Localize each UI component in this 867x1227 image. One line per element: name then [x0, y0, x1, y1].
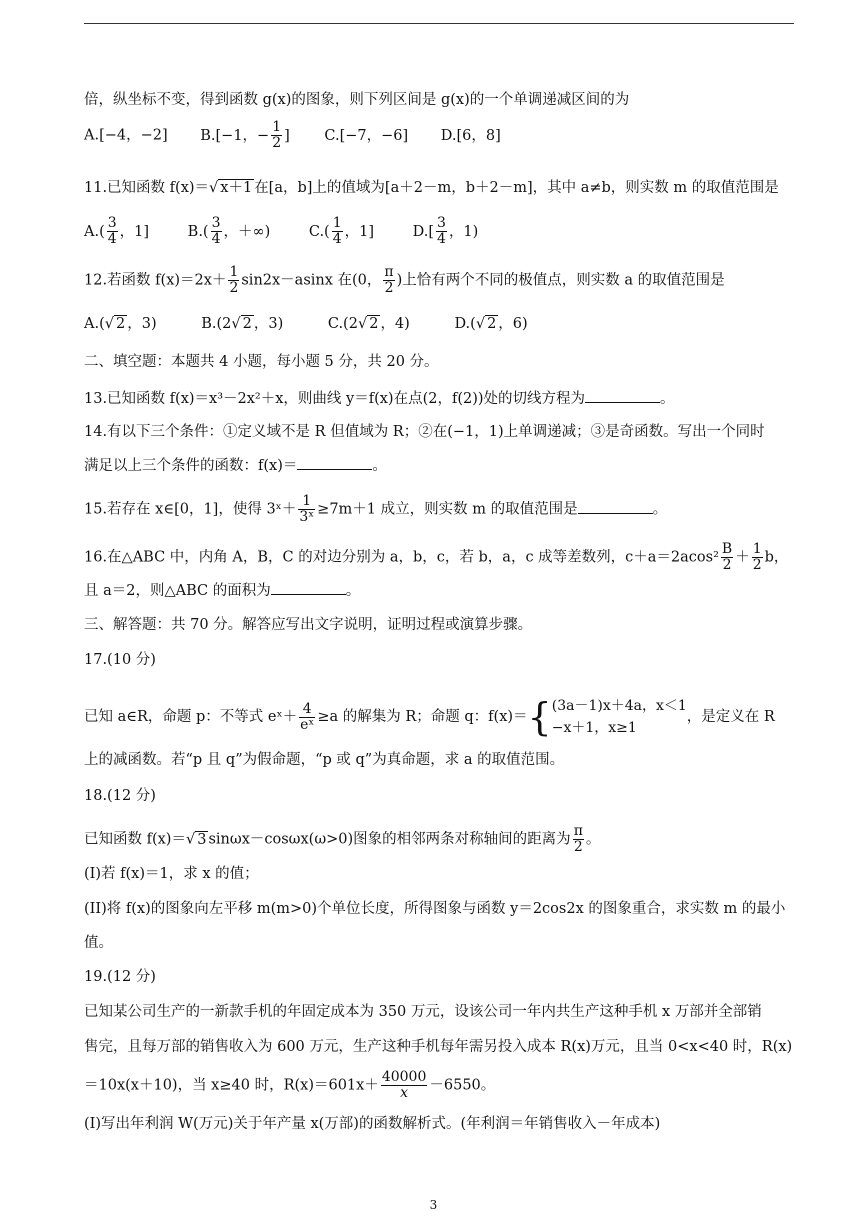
q12-stem: 12.若函数 f(x)＝2x＋ $\frac{1}{2}$ sin2x－asinx 在(0， $\frac{\pi}{2}$ )上恰有两个不同的极值点，则实数 a 的取值范围是 — [84, 264, 725, 296]
q10-option-c: C.[−7，−6] — [324, 127, 409, 144]
q12-option-b: B.(2√ 2 ，3) — [201, 316, 284, 332]
q10-continuation: 倍，纵坐标不变，得到函数 g(x)的图象，则下列区间是 g(x)的一个单调递减区间的为 — [84, 92, 630, 108]
q19-part1: (I)写出年利润 W(万元)关于年产量 x(万部)的函数解析式。(年利润＝年销售收入－年成本) — [84, 1116, 661, 1132]
page-number: 3 — [429, 1198, 438, 1212]
q10-option-b: B.[−1，− $\frac{1}{2}$ ] — [200, 119, 290, 151]
q18-line1: 已知函数 f(x)＝√ 3 sinωx－cosωx(ω>0)图象的相邻两条对称轴间的距离为 $\frac{\pi}{2}$ 。 — [84, 823, 601, 855]
q19-line3: ＝10x(x＋10)，当 x≥40 时，R(x)＝601x＋ $\frac{40000}{x}$ －6550。 — [84, 1069, 496, 1101]
q16-line2: 且 a＝2，则△ABC 的面积为 。 — [84, 580, 360, 601]
answer-blank — [271, 580, 346, 595]
q11-option-b: B.( $\frac{3}{4}$ ，＋∞) — [187, 215, 271, 247]
q18-heading: 18.(12 分) — [84, 788, 156, 804]
q11-options — [84, 216, 478, 247]
q19-heading: 19.(12 分) — [84, 969, 156, 985]
q14-line1: 14.有以下三个条件：①定义域不是 R 但值域为 R；②在(−1，1)上单调递减；③是奇函数。写出一个同时 — [84, 424, 765, 440]
q17-heading: 17.(10 分) — [84, 652, 156, 668]
q17-line2: 上的减函数。若“p 且 q”为假命题，“p 或 q”为真命题，求 a 的取值范围。 — [84, 752, 565, 768]
q18-part2: (II)将 f(x)的图象向左平移 m(m>0)个单位长度，所得图象与函数 y＝2cos2x 的图象重合，求实数 m 的最小 — [84, 901, 786, 917]
section-answer-heading: 三、解答题：共 70 分。解答应写出文字说明，证明过程或演算步骤。 — [84, 617, 533, 633]
header-rule — [84, 23, 794, 24]
q18-part2-cont: 值。 — [84, 935, 113, 951]
q18-part1: (I)若 f(x)＝1，求 x 的值； — [84, 866, 259, 882]
answer-blank — [297, 455, 372, 470]
answer-blank — [578, 499, 653, 514]
q13: 13.已知函数 f(x)＝x³－2x²＋x，则曲线 y＝f(x)在点(2，f(2))处的切线方程为 。 — [84, 388, 675, 409]
q10-options — [84, 120, 501, 151]
q12-option-c: C.(2√ 2 ，4) — [327, 316, 410, 332]
q10-option-a: A.[−4，−2] — [84, 127, 168, 144]
q12-options — [84, 314, 528, 334]
q11-option-c: C.( $\frac{1}{4}$ ，1] — [308, 215, 375, 247]
answer-blank — [585, 388, 660, 403]
q12-option-d: D.(√ 2 ，6) — [454, 316, 528, 332]
q11-option-a: A.( $\frac{3}{4}$ ，1] — [84, 215, 150, 247]
q14-line2: 满足以上三个条件的函数：f(x)＝ 。 — [84, 455, 387, 476]
q19-line1: 已知某公司生产的一新款手机的年固定成本为 350 万元，设该公司一年内共生产这种手机 x 万部并全部销 — [84, 1004, 762, 1020]
q19-line2: 售完，且每万部的销售收入为 600 万元，生产这种手机每年需另投入成本 R(x)万元，且当 0<x<40 时，R(x) — [84, 1039, 793, 1055]
q12-option-a: A.(√ 2 ，3) — [84, 316, 157, 332]
q16-line1: 16.在△ABC 中，内角 A，B，C 的对边分别为 a，b，c，若 b，a，c 成等差数列，c＋a＝2acos² $\frac{B}{2}$ ＋ $\frac{1}{2}$ b， — [84, 541, 789, 573]
q11-option-d: D.[ $\frac{3}{4}$ ，1) — [412, 215, 479, 247]
q10-option-d: D.[6，8] — [440, 127, 501, 144]
sqrt-icon: √ — [209, 180, 219, 196]
q15: 15.若存在 x∈[0，1]，使得 3ˣ＋ $\frac{1}{\text{3ˣ}}$ ≥7m＋1 成立，则实数 m 的取值范围是 。 — [84, 493, 668, 525]
section-fill-in-heading: 二、填空题：本题共 4 小题，每小题 5 分，共 20 分。 — [84, 354, 439, 370]
q17-line1: 已知 a∈R，命题 p：不等式 eˣ＋ $\frac{4}{\text{eˣ}}$ ≥a 的解集为 R；命题 q：f(x)＝{ (3a－1)x＋4a，x＜1 −x＋1，x≥1 ，是定义在 R — [84, 695, 775, 739]
q11-stem: 11.已知函数 f(x)＝√ x＋1 在[a，b]上的值域为[a＋2－m，b＋2－m]，其中 a≠b，则实数 m 的取值范围是 — [84, 180, 779, 196]
